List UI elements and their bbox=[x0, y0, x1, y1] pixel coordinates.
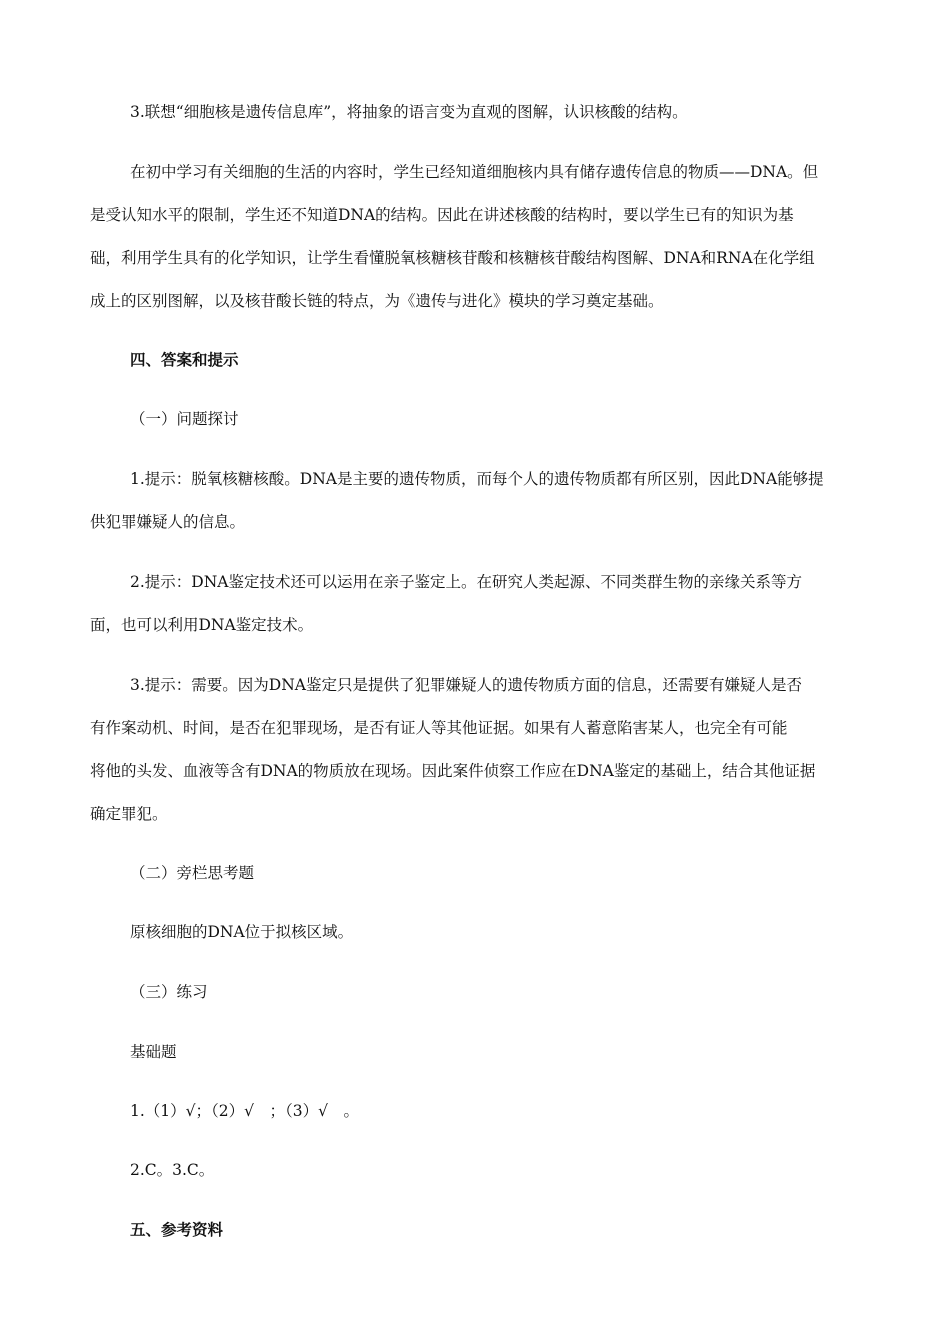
paragraph-line: 2.提示：DNA鉴定技术还可以运用在亲子鉴定上。在研究人类起源、不同类群生物的亲缘关系等方 bbox=[130, 573, 802, 591]
paragraph-line: 将他的头发、血液等含有DNA的物质放在现场。因此案件侦察工作应在DNA鉴定的基础上，结合其他证据 bbox=[90, 762, 816, 780]
subsection-heading: （一）问题探讨 bbox=[130, 410, 239, 428]
section-heading: 五、参考资料 bbox=[130, 1220, 224, 1239]
paragraph-line: 在初中学习有关细胞的生活的内容时，学生已经知道细胞核内具有储存遗传信息的物质——DNA。但 bbox=[130, 163, 819, 181]
paragraph-line: 有作案动机、时间，是否在犯罪现场，是否有证人等其他证据。如果有人蓄意陷害某人，也完全有可能 bbox=[90, 719, 788, 737]
subsection-heading: （二）旁栏思考题 bbox=[130, 864, 255, 882]
paragraph-line: 3.联想“细胞核是遗传信息库”，将抽象的语言变为直观的图解，认识核酸的结构。 bbox=[130, 103, 688, 121]
paragraph-line: 原核细胞的DNA位于拟核区域。 bbox=[130, 923, 354, 941]
answer-line: 1.（1）√；（2）√ ；（3）√ 。 bbox=[130, 1102, 360, 1120]
paragraph-line: 3.提示：需要。因为DNA鉴定只是提供了犯罪嫌疑人的遗传物质方面的信息，还需要有嫌疑人是否 bbox=[130, 676, 802, 694]
subsection-heading: 基础题 bbox=[130, 1043, 177, 1061]
paragraph-line: 1.提示：脱氧核糖核酸。DNA是主要的遗传物质，而每个人的遗传物质都有所区别，因此DNA能够提 bbox=[130, 470, 824, 488]
section-heading: 四、答案和提示 bbox=[130, 350, 239, 369]
paragraph-line: 供犯罪嫌疑人的信息。 bbox=[90, 513, 246, 531]
paragraph-line: 确定罪犯。 bbox=[90, 805, 168, 823]
paragraph-line: 础，利用学生具有的化学知识，让学生看懂脱氧核糖核苷酸和核糖核苷酸结构图解、DNA和RNA在化学组 bbox=[90, 249, 815, 267]
subsection-heading: （三）练习 bbox=[130, 983, 208, 1001]
paragraph-line: 面，也可以利用DNA鉴定技术。 bbox=[90, 616, 314, 634]
paragraph-line: 是受认知水平的限制，学生还不知道DNA的结构。因此在讲述核酸的结构时，要以学生已有的知识为基 bbox=[90, 206, 794, 224]
paragraph-line: 成上的区别图解，以及核苷酸长链的特点，为《遗传与进化》模块的学习奠定基础。 bbox=[90, 292, 664, 310]
answer-line: 2.C。3.C。 bbox=[130, 1161, 215, 1179]
